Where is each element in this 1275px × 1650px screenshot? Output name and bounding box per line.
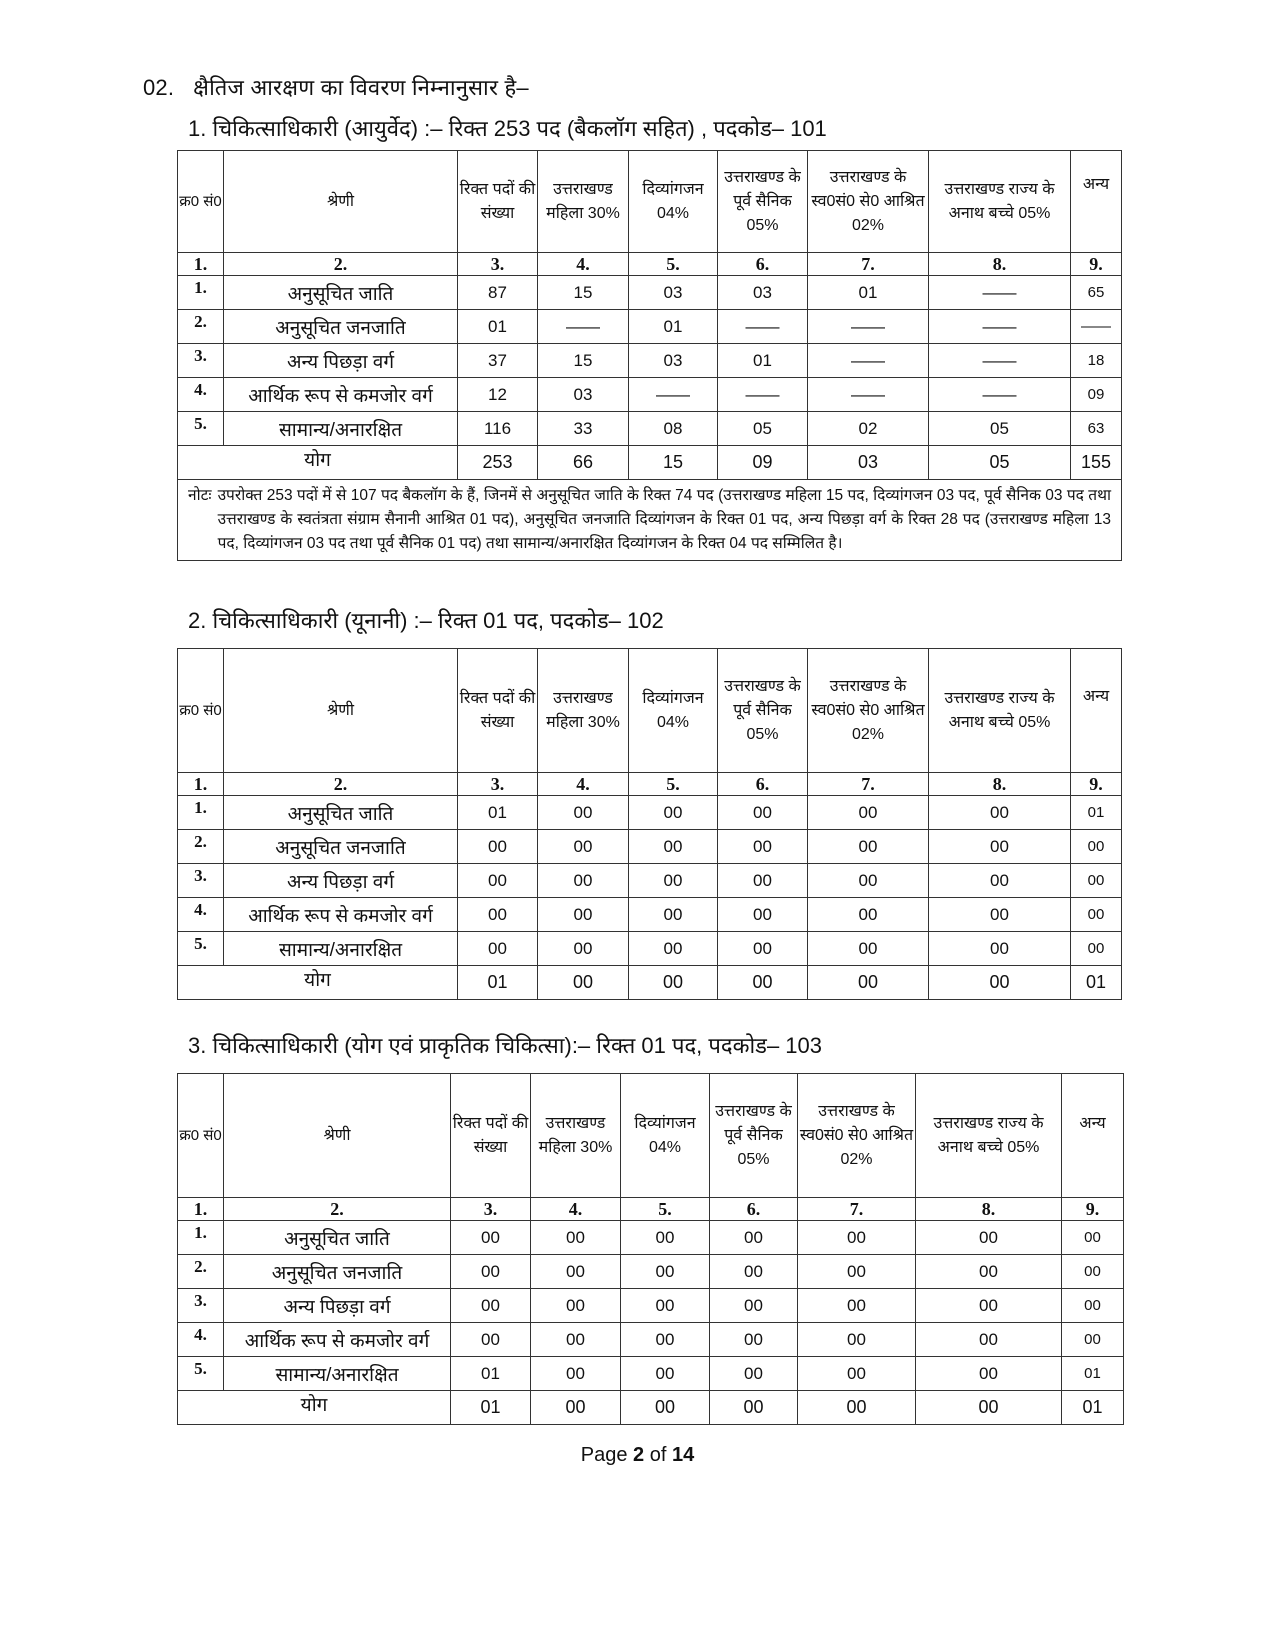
cell-disabled: 00 [629,932,718,966]
cell-disabled: 03 [629,276,718,310]
table-row [178,310,1122,344]
cell-other: 00 [1062,1323,1124,1357]
col-number: 9. [1071,773,1122,796]
cell-disabled: 00 [629,898,718,932]
cell-other: 00 [1071,898,1122,932]
cell-orphans: 00 [916,1323,1062,1357]
col-number: 6. [710,1198,798,1221]
cell-disabled: 00 [629,864,718,898]
cell-other: 00 [1062,1255,1124,1289]
col-number: 7. [808,773,929,796]
cell-orphans: 05 [929,412,1071,446]
col-number: 1. [178,773,224,796]
row-index: 4. [178,898,224,932]
total-other: 01 [1062,1391,1124,1425]
row-category: आर्थिक रूप से कमजोर वर्ग [224,378,458,412]
cell-women: 00 [538,796,629,830]
col-header-disabled: दिव्यांगजन 04% [629,151,718,253]
row-index: 5. [178,412,224,446]
col-header-women: उत्तराखण्ड महिला 30% [538,649,629,773]
cell-ex-servicemen: 01 [718,344,808,378]
page-footer [0,1444,1275,1467]
col-header-women: उत्तराखण्ड महिला 30% [531,1074,621,1198]
col-header-freedom-fighter-dependent: उत्तराखण्ड के स्व0सं0 से0 आश्रित 02% [808,151,929,253]
cell-freedom-fighter-dependent: —— [808,310,929,344]
row-category: अनुसूचित जाति [224,796,458,830]
cell-vacancies: 01 [458,796,538,830]
section-heading [143,72,529,102]
cell-disabled: 00 [621,1323,710,1357]
cell-freedom-fighter-dependent: 01 [808,276,929,310]
cell-women: 00 [531,1289,621,1323]
cell-ex-servicemen: 05 [718,412,808,446]
table-2-title: 2. चिकित्साधिकारी (यूनानी) :– रिक्त 01 पद, पदकोड– 102 [188,608,664,633]
col-number: 2. [224,773,458,796]
row-index: 1. [178,276,224,310]
col-number: 5. [629,253,718,276]
col-header-orphans: उत्तराखण्ड राज्य के अनाथ बच्चे 05% [929,151,1071,253]
header-row [178,151,1122,253]
table-row [178,378,1122,412]
cell-women: 00 [531,1357,621,1391]
cell-ex-servicemen: 00 [710,1289,798,1323]
total-disabled: 00 [629,966,718,1000]
cell-orphans: —— [929,310,1071,344]
note-cell [178,480,1122,561]
row-category: सामान्य/अनारक्षित [224,932,458,966]
row-category: सामान्य/अनारक्षित [224,1357,451,1391]
col-header-serial: क्र0 सं0 [178,1074,224,1198]
cell-ex-servicemen: 00 [710,1221,798,1255]
col-header-vacancies: रिक्त पदों की संख्या [458,649,538,773]
table-row [178,898,1122,932]
col-number: 6. [718,773,808,796]
cell-vacancies: 00 [451,1289,531,1323]
total-disabled: 15 [629,446,718,480]
cell-other: 00 [1062,1289,1124,1323]
cell-ex-servicemen: 00 [710,1323,798,1357]
cell-ex-servicemen: 00 [718,796,808,830]
cell-women: 15 [538,344,629,378]
cell-other: 00 [1062,1221,1124,1255]
col-header-category: श्रेणी [224,151,458,253]
cell-other: 63 [1071,412,1122,446]
row-category: अनुसूचित जाति [224,276,458,310]
total-ex-servicemen: 09 [718,446,808,480]
table-row [178,1289,1124,1323]
row-category: सामान्य/अनारक्षित [224,412,458,446]
col-number: 4. [531,1198,621,1221]
row-category: अनुसूचित जाति [224,1221,451,1255]
col-header-women: उत्तराखण्ड महिला 30% [538,151,629,253]
cell-orphans: 00 [929,932,1071,966]
col-number: 3. [458,253,538,276]
cell-women: 33 [538,412,629,446]
column-number-row [178,1198,1124,1221]
cell-disabled: 08 [629,412,718,446]
cell-vacancies: 12 [458,378,538,412]
col-header-other: अन्य [1071,151,1122,253]
cell-freedom-fighter-dependent: 02 [808,412,929,446]
cell-vacancies: 116 [458,412,538,446]
cell-ex-servicemen: 00 [718,898,808,932]
cell-vacancies: 87 [458,276,538,310]
note-text: उपरोक्त 253 पदों में से 107 पद बैकलॉग के हैं, जिनमें से अनुसूचित जाति के रिक्त 74 पद (उत्तराखण्ड महिला 15 पद, दिव्यांगजन 03 पद, पूर्व सैनिक 03 पद तथा उत्तराखण्ड के स्वतंत्रता संग्राम सैनानी आश्रित 01 पद), अनुसूचित जनजाति दिव्यांगजन के रिक्त 01 पद, अन्य पिछड़ा वर्ग के रिक्त 28 पद (उत्तराखण्ड महिला 13 पद, दिव्यांगजन 03 पद तथा पूर्व सैनिक 01 पद) तथा सामान्य/अनारक्षित दिव्यांगजन के रिक्त 04 पद सम्मिलित है। [217,487,1111,552]
col-header-orphans: उत्तराखण्ड राज्य के अनाथ बच्चे 05% [929,649,1071,773]
table-row [178,864,1122,898]
table-row [178,932,1122,966]
col-number: 6. [718,253,808,276]
cell-ex-servicemen: 00 [710,1255,798,1289]
note-label: नोटः [188,487,212,504]
cell-women: 00 [538,864,629,898]
table-row [178,830,1122,864]
col-number: 4. [538,773,629,796]
table-row [178,1255,1124,1289]
cell-orphans: 00 [929,796,1071,830]
table-1-title: 1. चिकित्साधिकारी (आयुर्वेद) :– रिक्त 253 पद (बैकलॉग सहित) , पदकोड– 101 [188,116,827,141]
total-vacancies: 01 [458,966,538,1000]
row-index: 3. [178,344,224,378]
cell-vacancies: 00 [458,932,538,966]
col-number: 1. [178,1198,224,1221]
row-index: 1. [178,796,224,830]
cell-freedom-fighter-dependent: 00 [808,898,929,932]
total-women: 66 [538,446,629,480]
cell-women: 15 [538,276,629,310]
col-number: 7. [808,253,929,276]
cell-orphans: 00 [929,898,1071,932]
row-index: 2. [178,1255,224,1289]
total-orphans: 00 [916,1391,1062,1425]
col-header-vacancies: रिक्त पदों की संख्या [458,151,538,253]
col-number: 2. [224,253,458,276]
col-number: 5. [629,773,718,796]
cell-ex-servicemen: 00 [718,864,808,898]
table-row [178,1357,1124,1391]
cell-ex-servicemen: —— [718,378,808,412]
cell-women: 00 [538,830,629,864]
col-header-disabled: दिव्यांगजन 04% [629,649,718,773]
row-index: 2. [178,310,224,344]
cell-vacancies: 00 [458,830,538,864]
cell-orphans: 00 [916,1221,1062,1255]
cell-disabled: 00 [621,1289,710,1323]
table-row [178,412,1122,446]
total-row [178,446,1122,480]
col-number: 5. [621,1198,710,1221]
table-row [178,1221,1124,1255]
cell-vacancies: 00 [458,898,538,932]
cell-freedom-fighter-dependent: 00 [808,932,929,966]
cell-freedom-fighter-dependent: 00 [808,864,929,898]
total-ex-servicemen: 00 [710,1391,798,1425]
total-label: योग [178,1391,451,1425]
cell-disabled: —— [629,378,718,412]
cell-women: —— [538,310,629,344]
total-label: योग [178,446,458,480]
table-row [178,276,1122,310]
cell-other: —— [1071,310,1122,344]
cell-freedom-fighter-dependent: 00 [798,1289,916,1323]
col-number: 7. [798,1198,916,1221]
reservation-table-ayurveda [177,150,1122,561]
cell-orphans: 00 [916,1289,1062,1323]
col-header-freedom-fighter-dependent: उत्तराखण्ड के स्व0सं0 से0 आश्रित 02% [808,649,929,773]
row-category: अनुसूचित जनजाति [224,1255,451,1289]
cell-vacancies: 01 [458,310,538,344]
cell-disabled: 03 [629,344,718,378]
total-orphans: 00 [929,966,1071,1000]
cell-disabled: 00 [621,1255,710,1289]
note-row [178,480,1122,561]
col-number: 4. [538,253,629,276]
column-number-row [178,773,1122,796]
page-of-label: of [644,1444,672,1466]
total-freedom-fighter-dependent: 00 [808,966,929,1000]
cell-freedom-fighter-dependent: 00 [798,1221,916,1255]
cell-other: 18 [1071,344,1122,378]
cell-disabled: 00 [621,1221,710,1255]
row-category: आर्थिक रूप से कमजोर वर्ग [224,898,458,932]
col-number: 1. [178,253,224,276]
cell-other: 00 [1071,932,1122,966]
col-number: 8. [916,1198,1062,1221]
cell-freedom-fighter-dependent: 00 [808,796,929,830]
total-disabled: 00 [621,1391,710,1425]
cell-women: 00 [531,1221,621,1255]
cell-freedom-fighter-dependent: 00 [798,1323,916,1357]
cell-freedom-fighter-dependent: 00 [808,830,929,864]
col-number: 8. [929,773,1071,796]
cell-other: 65 [1071,276,1122,310]
total-other: 155 [1071,446,1122,480]
cell-freedom-fighter-dependent: —— [808,378,929,412]
col-header-ex-servicemen: उत्तराखण्ड के पूर्व सैनिक 05% [718,649,808,773]
col-number: 8. [929,253,1071,276]
section-number: 02. [143,75,175,100]
row-category: आर्थिक रूप से कमजोर वर्ग [224,1323,451,1357]
cell-disabled: 00 [629,830,718,864]
cell-orphans: —— [929,344,1071,378]
total-women: 00 [531,1391,621,1425]
cell-freedom-fighter-dependent: 00 [798,1255,916,1289]
cell-other: 00 [1071,830,1122,864]
cell-orphans: 00 [929,864,1071,898]
cell-ex-servicemen: 03 [718,276,808,310]
row-index: 5. [178,932,224,966]
cell-other: 00 [1071,864,1122,898]
col-header-orphans: उत्तराखण्ड राज्य के अनाथ बच्चे 05% [916,1074,1062,1198]
cell-women: 00 [531,1255,621,1289]
header-row [178,649,1122,773]
total-orphans: 05 [929,446,1071,480]
col-header-serial: क्र0 सं0 [178,151,224,253]
row-index: 2. [178,830,224,864]
col-header-category: श्रेणी [224,649,458,773]
total-row [178,1391,1124,1425]
cell-women: 00 [538,898,629,932]
cell-orphans: 00 [916,1357,1062,1391]
total-freedom-fighter-dependent: 00 [798,1391,916,1425]
column-number-row [178,253,1122,276]
cell-other: 09 [1071,378,1122,412]
table-row [178,1323,1124,1357]
col-header-category: श्रेणी [224,1074,451,1198]
cell-vacancies: 00 [458,864,538,898]
total-women: 00 [538,966,629,1000]
cell-orphans: 00 [929,830,1071,864]
col-header-other: अन्य [1062,1074,1124,1198]
cell-disabled: 00 [629,796,718,830]
total-vacancies: 01 [451,1391,531,1425]
header-row [178,1074,1124,1198]
col-header-serial: क्र0 सं0 [178,649,224,773]
row-category: अन्य पिछड़ा वर्ग [224,864,458,898]
total-freedom-fighter-dependent: 03 [808,446,929,480]
row-category: अनुसूचित जनजाति [224,310,458,344]
row-index: 5. [178,1357,224,1391]
col-number: 2. [224,1198,451,1221]
col-header-vacancies: रिक्त पदों की संख्या [451,1074,531,1198]
cell-women: 03 [538,378,629,412]
total-pages: 14 [671,1444,695,1466]
table-3-title: 3. चिकित्साधिकारी (योग एवं प्राकृतिक चिकित्सा):– रिक्त 01 पद, पदकोड– 103 [188,1033,822,1058]
current-page: 2 [633,1444,645,1466]
cell-disabled: 00 [621,1357,710,1391]
cell-freedom-fighter-dependent: 00 [798,1357,916,1391]
cell-other: 01 [1062,1357,1124,1391]
cell-orphans: 00 [916,1255,1062,1289]
table-row [178,344,1122,378]
row-index: 4. [178,1323,224,1357]
cell-ex-servicemen: 00 [710,1357,798,1391]
col-number: 9. [1062,1198,1124,1221]
col-header-ex-servicemen: उत्तराखण्ड के पूर्व सैनिक 05% [718,151,808,253]
cell-ex-servicemen: —— [718,310,808,344]
cell-vacancies: 00 [451,1323,531,1357]
cell-vacancies: 00 [451,1221,531,1255]
cell-vacancies: 37 [458,344,538,378]
cell-women: 00 [531,1323,621,1357]
row-index: 3. [178,864,224,898]
total-ex-servicemen: 00 [718,966,808,1000]
cell-ex-servicemen: 00 [718,932,808,966]
row-index: 4. [178,378,224,412]
reservation-table-unani [177,648,1122,1000]
cell-freedom-fighter-dependent: —— [808,344,929,378]
row-index: 3. [178,1289,224,1323]
col-header-disabled: दिव्यांगजन 04% [621,1074,710,1198]
total-row [178,966,1122,1000]
total-vacancies: 253 [458,446,538,480]
total-label: योग [178,966,458,1000]
cell-orphans: —— [929,378,1071,412]
col-header-freedom-fighter-dependent: उत्तराखण्ड के स्व0सं0 से0 आश्रित 02% [798,1074,916,1198]
col-number: 3. [458,773,538,796]
cell-other: 01 [1071,796,1122,830]
total-other: 01 [1071,966,1122,1000]
col-header-ex-servicemen: उत्तराखण्ड के पूर्व सैनिक 05% [710,1074,798,1198]
section-title: क्षैतिज आरक्षण का विवरण निम्नानुसार है– [193,75,529,100]
col-number: 3. [451,1198,531,1221]
col-header-other: अन्य [1071,649,1122,773]
cell-women: 00 [538,932,629,966]
row-category: अन्य पिछड़ा वर्ग [224,344,458,378]
cell-vacancies: 00 [451,1255,531,1289]
row-category: अन्य पिछड़ा वर्ग [224,1289,451,1323]
cell-vacancies: 01 [451,1357,531,1391]
page-label: Page [580,1444,634,1466]
col-number: 9. [1071,253,1122,276]
row-category: अनुसूचित जनजाति [224,830,458,864]
cell-orphans: —— [929,276,1071,310]
cell-disabled: 01 [629,310,718,344]
reservation-table-yoga-naturopathy [177,1073,1124,1425]
cell-ex-servicemen: 00 [718,830,808,864]
row-index: 1. [178,1221,224,1255]
table-row [178,796,1122,830]
